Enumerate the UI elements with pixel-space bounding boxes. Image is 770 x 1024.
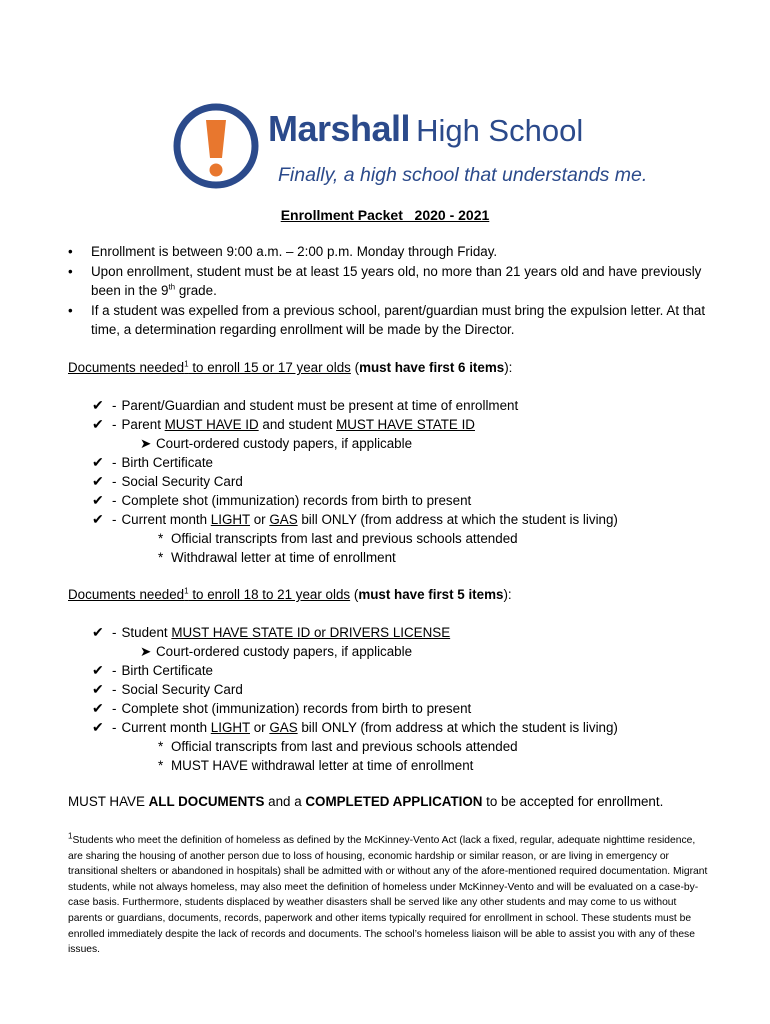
list-subitem: * Official transcripts from last and previous schools attended xyxy=(158,531,518,546)
list-item: ✔ - Current month LIGHT or GAS bill ONLY (from address at which the student is living) xyxy=(92,719,618,735)
list-subitem: ➤ Court-ordered custody papers, if applicable xyxy=(140,436,413,451)
requirement-statement: MUST HAVE ALL DOCUMENTS and a COMPLETED APPLICATION to be accepted for enrollment. xyxy=(68,794,664,809)
section1-checklist xyxy=(92,396,618,567)
logo-tagline: Finally, a high school that understands me. xyxy=(278,164,648,186)
checkmark-icon: ✔ xyxy=(92,473,104,489)
list-item: ✔ - Social Security Card xyxy=(92,473,243,489)
list-item: ✔ - Complete shot (immunization) records from birth to present xyxy=(92,492,472,508)
list-item: ✔ - Student MUST HAVE STATE ID or DRIVERS LICENSE xyxy=(92,624,451,640)
list-item: ✔ - Birth Certificate xyxy=(92,662,213,678)
bullet-enrollment-hours: • Enrollment is between 9:00 a.m. – 2:00 p.m. Monday through Friday. xyxy=(68,242,708,262)
logo-brand-suffix: High School xyxy=(416,113,584,148)
list-item: ✔ - Social Security Card xyxy=(92,681,243,697)
bullet-expulsion-letter: • If a student was expelled from a previous school, parent/guardian must bring the expulsion letter. At that time, a determination regarding enrollment will be made by the Director. xyxy=(68,301,708,340)
arrow-bullet-icon: ➤ xyxy=(140,644,152,659)
checkmark-icon: ✔ xyxy=(92,397,104,413)
checkmark-icon: ✔ xyxy=(92,681,104,697)
section1-heading: Documents needed$^1$ to enroll 15 or 17 year olds (must have first 6 items): xyxy=(68,359,513,375)
list-item: ✔ - Birth Certificate xyxy=(92,454,213,470)
list-item: ✔ - Parent/Guardian and student must be present at time of enrollment xyxy=(92,397,519,413)
checkmark-icon: ✔ xyxy=(92,416,104,432)
school-logo xyxy=(172,98,652,198)
checkmark-icon: ✔ xyxy=(92,719,104,735)
footnote-mark: 1 xyxy=(68,831,73,841)
checkmark-icon: ✔ xyxy=(92,492,104,508)
checkmark-icon: ✔ xyxy=(92,700,104,716)
footnote-text: Students who meet the definition of homeless as defined by the McKinney-Vento Act (lack a fixed, regular, adequate nighttime residence, are sharing the housing of another person due to loss of housing, economic hardship or similar reason, or are living in emergency or transitional shelters or abandoned in hospitals) shall be admitted with or without any of the afore-mentioned required documentation. Migrant students, while not always homeless, may also meet the definition of homeless under McKinney-Vento and will be evaluated on a case-by-case basis. Furthermore, students displaced by weather disasters shall be served like any other students and may come to us without parents or guardians, documents, records, paperwork and other items typically required for enrollment in school. These students must be enrolled immediately despite the lack of records and documents. The school’s homeless liaison will be able to assist you with any of these issues. xyxy=(68,835,708,956)
homeless-footnote xyxy=(68,833,710,958)
list-item: ✔ - Current month LIGHT or GAS bill ONLY (from address at which the student is living) xyxy=(92,511,618,527)
arrow-bullet-icon: ➤ xyxy=(140,436,152,451)
checkmark-icon: ✔ xyxy=(92,662,104,678)
logo-wordmark xyxy=(268,108,583,150)
list-item: ✔ - Parent MUST HAVE ID and student MUST HAVE STATE ID xyxy=(92,416,475,432)
bullet-age-requirement: • Upon enrollment, student must be at least 15 years old, no more than 21 years old and have previously been in the 9th grade. xyxy=(68,262,708,301)
list-subitem: * Official transcripts from last and previous schools attended xyxy=(158,739,518,754)
section2-checklist xyxy=(92,623,618,775)
section2-heading: Documents needed$^1$ to enroll 18 to 21 year olds (must have first 5 items): xyxy=(68,586,512,602)
list-subitem: * MUST HAVE withdrawal letter at time of enrollment xyxy=(158,758,474,773)
checkmark-icon: ✔ xyxy=(92,454,104,470)
list-subitem: * Withdrawal letter at time of enrollment xyxy=(158,550,396,565)
document-title: Enrollment Packet 2020 - 2021 xyxy=(280,207,490,223)
intro-bullet-list xyxy=(68,242,708,340)
checkmark-icon: ✔ xyxy=(92,511,104,527)
logo-brand-name: Marshall xyxy=(268,108,411,149)
checkmark-icon: ✔ xyxy=(92,624,104,640)
section1-heading-note: must have first 6 items xyxy=(359,360,505,375)
list-item: ✔ - Complete shot (immunization) records from birth to present xyxy=(92,700,472,716)
section2-heading-note: must have first 5 items xyxy=(358,587,504,602)
list-subitem: ➤ Court-ordered custody papers, if applicable xyxy=(140,644,413,659)
exclamation-logo-icon xyxy=(172,100,268,196)
